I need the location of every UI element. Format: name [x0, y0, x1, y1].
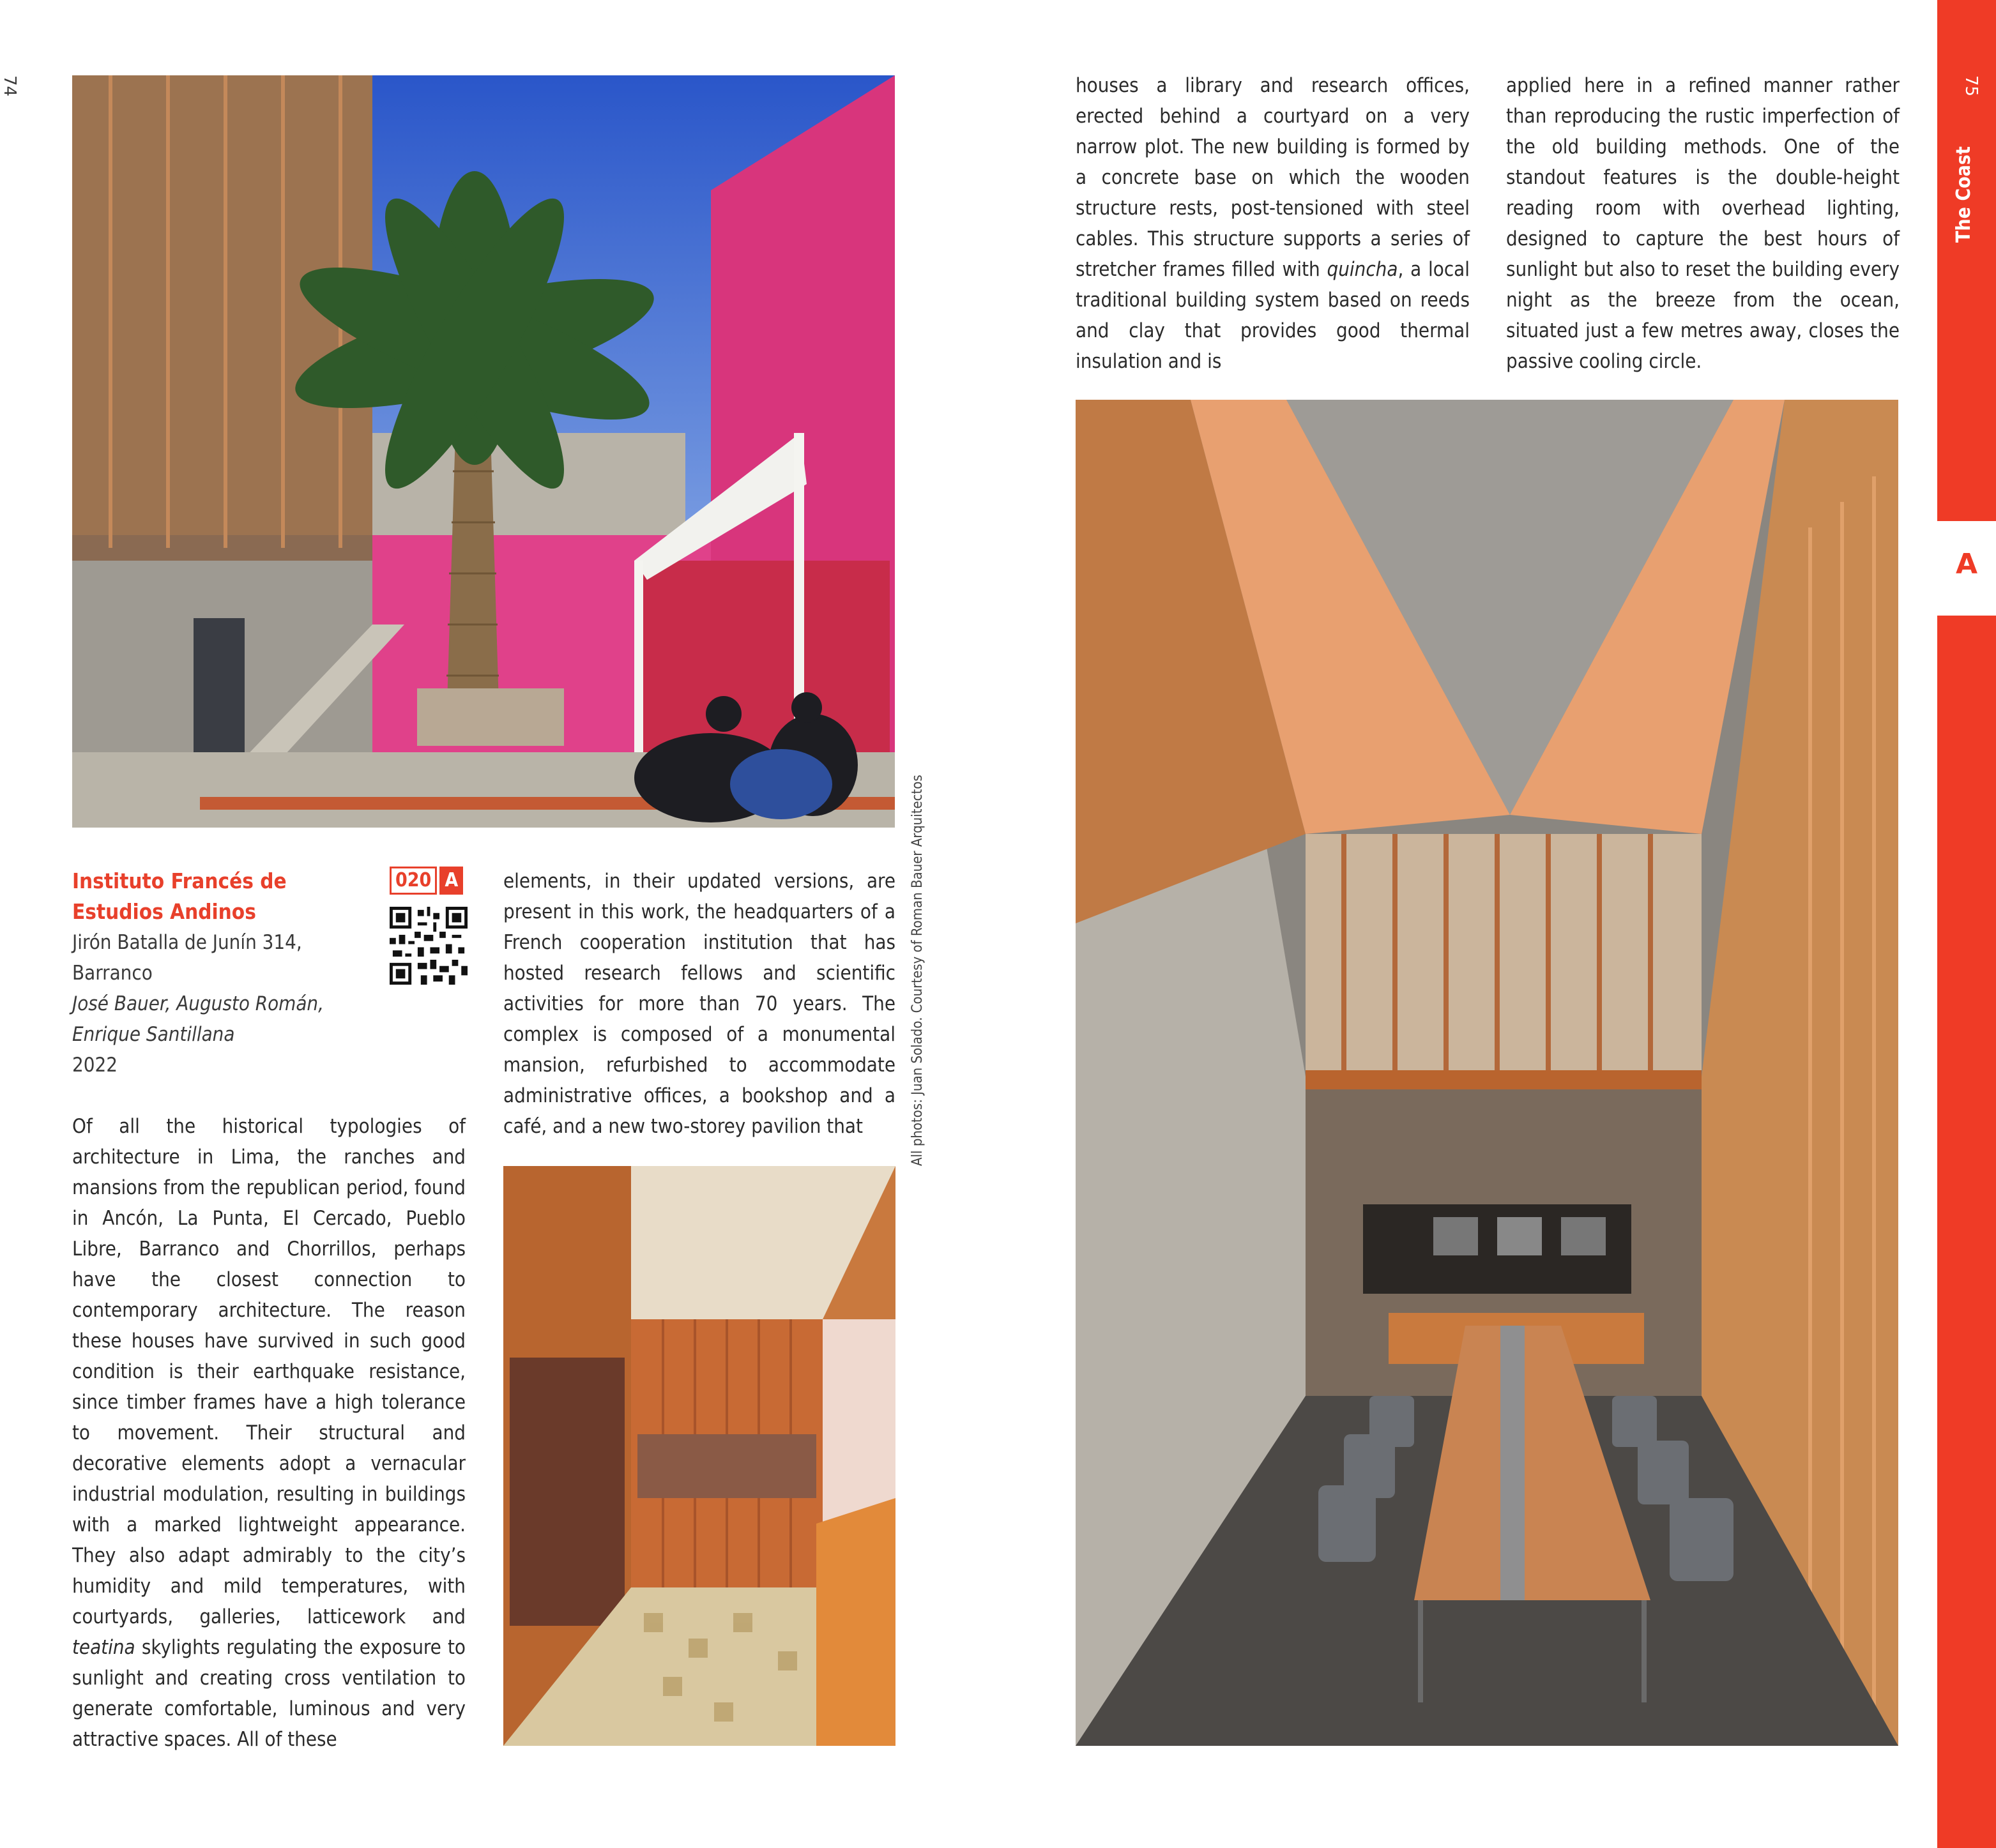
- bookshop-illustration: [503, 1166, 895, 1746]
- badge-number: 020: [390, 867, 437, 895]
- entry-architects-line1: José Bauer, Augusto Román,: [72, 992, 324, 1015]
- col1-italic: teatina: [72, 1636, 135, 1659]
- entry-architects-line2: Enrique Santillana: [72, 1023, 235, 1046]
- photo-credit: All photos: Juan Solado. Courtesy of Roman Bauer Arquitectos: [910, 775, 926, 1166]
- body-paragraph-3: [1076, 70, 1470, 377]
- qr-code-icon: [390, 907, 468, 985]
- badge-letter: A: [439, 867, 463, 895]
- entry-title: Instituto Francés de Estudios Andinos: [72, 868, 287, 924]
- entry-year: 2022: [72, 1054, 118, 1077]
- right-page-number: 75: [1962, 75, 1981, 97]
- col3-italic: quincha: [1327, 258, 1398, 281]
- col3-text-a: houses a library and research offices, erected behind a courtyard on a very narrow plot. The new building is formed by a concrete base on which the wooden structure rests, post-tensioned with steel cables. This structure supports a series of stretcher frames filled with: [1076, 74, 1470, 281]
- entry-meta: [72, 927, 353, 1080]
- courtyard-photo: [72, 75, 895, 828]
- section-letter: A: [1955, 548, 1978, 580]
- col1-text-b: skylights regulating the exposure to sunlight and creating cross ventilation to generate comfortable, luminous and very attractive spaces. All of these: [72, 1636, 466, 1751]
- body-paragraph-2: elements, in their updated versions, are present in this work, the headquarters of a French cooperation institution that has hosted research fellows and scientific activities for more than 70 years. The complex is composed of a monumental mansion, refurbished to accommodate administrative offices, a bookshop and a café, and a new two-storey pavilion that: [503, 870, 895, 1138]
- body-paragraph-1: [72, 1111, 466, 1755]
- entry-badge: [390, 867, 463, 895]
- left-page-number: 74: [0, 75, 19, 97]
- bookshop-photo: [503, 1166, 895, 1746]
- section-label: The Coast: [1953, 146, 1975, 243]
- entry-address-line1: Jirón Batalla de Junín 314,: [72, 931, 302, 954]
- body-paragraph-4: applied here in a refined manner rather than reproducing the rustic imperfection of the old building methods. One of the standout features is the double-height reading room with overhead lighting, designed to capture the best hours of sunlight but also to reset the building every night as the breeze from the ocean, situated just a few metres away, closes the passive cooling circle.: [1506, 74, 1900, 373]
- entry-address-line2: Barranco: [72, 962, 153, 985]
- reading-room-photo: [1076, 400, 1898, 1746]
- body-column-2: [503, 866, 895, 1142]
- col3-text-b: , a local traditional building system based on reeds and clay that provides good thermal insulation and is: [1076, 258, 1470, 373]
- reading-room-illustration: [1076, 400, 1898, 1746]
- courtyard-illustration: [72, 75, 895, 828]
- body-column-3: [1076, 70, 1470, 377]
- body-column-1: [72, 1111, 466, 1755]
- body-column-4: [1506, 70, 1900, 377]
- col1-text-a: Of all the historical typologies of architecture in Lima, the ranches and mansions from the republican period, found in Ancón, La Punta, El Cercado, Pueblo Libre, Barranco and Chorrillos, perhaps have the closest connection to contemporary architecture. The reason these houses have survived in such good condition is their earthquake resistance, since timber frames have a high tolerance to movement. Their structural and decorative elements adopt a vernacular industrial modulation, resulting in buildings with a marked lightweight appearance. They also adapt admirably to the city’s humidity and mild temperatures, with courtyards, galleries, latticework and: [72, 1115, 466, 1628]
- section-sidebar: [1937, 0, 1996, 1848]
